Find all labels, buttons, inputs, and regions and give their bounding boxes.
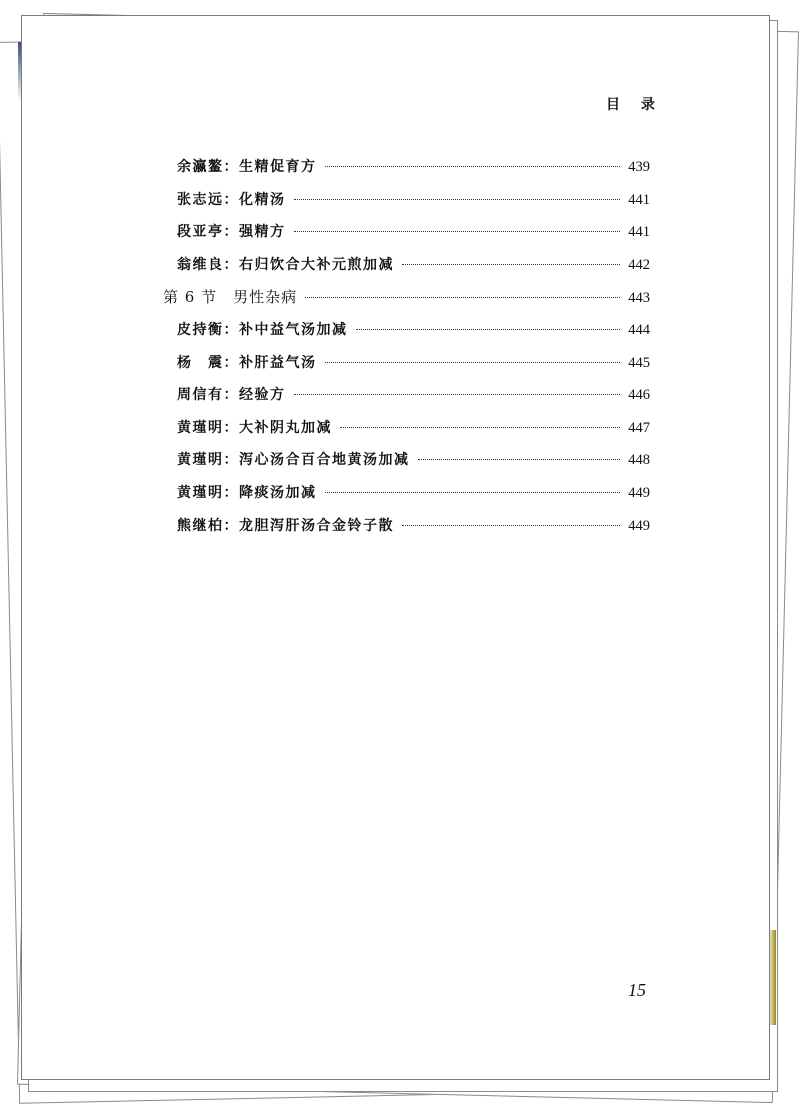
- dot-leader: [402, 525, 620, 526]
- toc-entry-page: 443: [628, 290, 650, 307]
- dot-leader: [325, 166, 621, 167]
- dot-leader: [294, 394, 621, 395]
- toc-entry-title: 黄瑾明：泻心汤合百合地黄汤加减: [177, 452, 410, 469]
- toc-entry-page: 445: [628, 354, 650, 371]
- toc-entry-page: 447: [628, 419, 650, 436]
- toc-entry-page: 449: [628, 484, 650, 501]
- dot-leader: [340, 427, 620, 428]
- toc-entry-title: 皮持衡：补中益气汤加减: [177, 321, 348, 338]
- toc-entry-page: 444: [628, 321, 650, 338]
- toc-entry: [163, 449, 650, 482]
- toc-entry-page: 439: [628, 159, 650, 175]
- running-header: 目 录: [606, 97, 663, 113]
- toc-entry-page: 448: [628, 452, 650, 469]
- toc-entry-title: 黄瑾明：降痰汤加减: [177, 484, 317, 501]
- table-of-contents: [163, 156, 650, 547]
- toc-entry: [163, 417, 650, 450]
- dot-leader: [294, 199, 621, 200]
- toc-entry-title: 张志远：化精汤: [177, 191, 286, 208]
- toc-entry-title: 周信有：经验方: [177, 387, 286, 404]
- toc-entry-page: 449: [628, 517, 650, 534]
- toc-entry: [163, 156, 650, 189]
- toc-entry: [163, 352, 650, 385]
- toc-entry: [163, 319, 650, 352]
- toc-entry-title: 第 6 节 男性杂病: [163, 288, 298, 307]
- toc-entry-title: 翁维良：右归饮合大补元煎加减: [177, 256, 394, 273]
- dot-leader: [402, 264, 620, 265]
- toc-entry-page: 446: [628, 387, 650, 404]
- toc-entry-title: 熊继柏：龙胆泻肝汤合金铃子散: [177, 517, 394, 534]
- toc-entry-title: 段亚亭：强精方: [177, 224, 286, 241]
- toc-section: [163, 286, 650, 319]
- toc-entry-page: 441: [628, 224, 650, 241]
- page-number: 15: [628, 980, 646, 1000]
- document-page: [21, 15, 770, 1080]
- toc-entry-title: 余瀛鳌：生精促育方: [177, 159, 317, 175]
- toc-entry-title: 杨 震：补肝益气汤: [177, 354, 317, 371]
- toc-entry: [163, 384, 650, 417]
- dot-leader: [294, 231, 621, 232]
- toc-entry: [163, 254, 650, 287]
- dot-leader: [356, 329, 621, 330]
- toc-entry: [163, 189, 650, 222]
- dot-leader: [305, 297, 620, 298]
- toc-entry: [163, 221, 650, 254]
- toc-entry-title: 黄瑾明：大补阴丸加减: [177, 419, 332, 436]
- dot-leader: [325, 362, 621, 363]
- toc-entry: [163, 515, 650, 548]
- toc-entry-page: 441: [628, 191, 650, 208]
- dot-leader: [325, 492, 621, 493]
- toc-entry: [163, 482, 650, 515]
- dot-leader: [418, 459, 621, 460]
- toc-entry-page: 442: [628, 256, 650, 273]
